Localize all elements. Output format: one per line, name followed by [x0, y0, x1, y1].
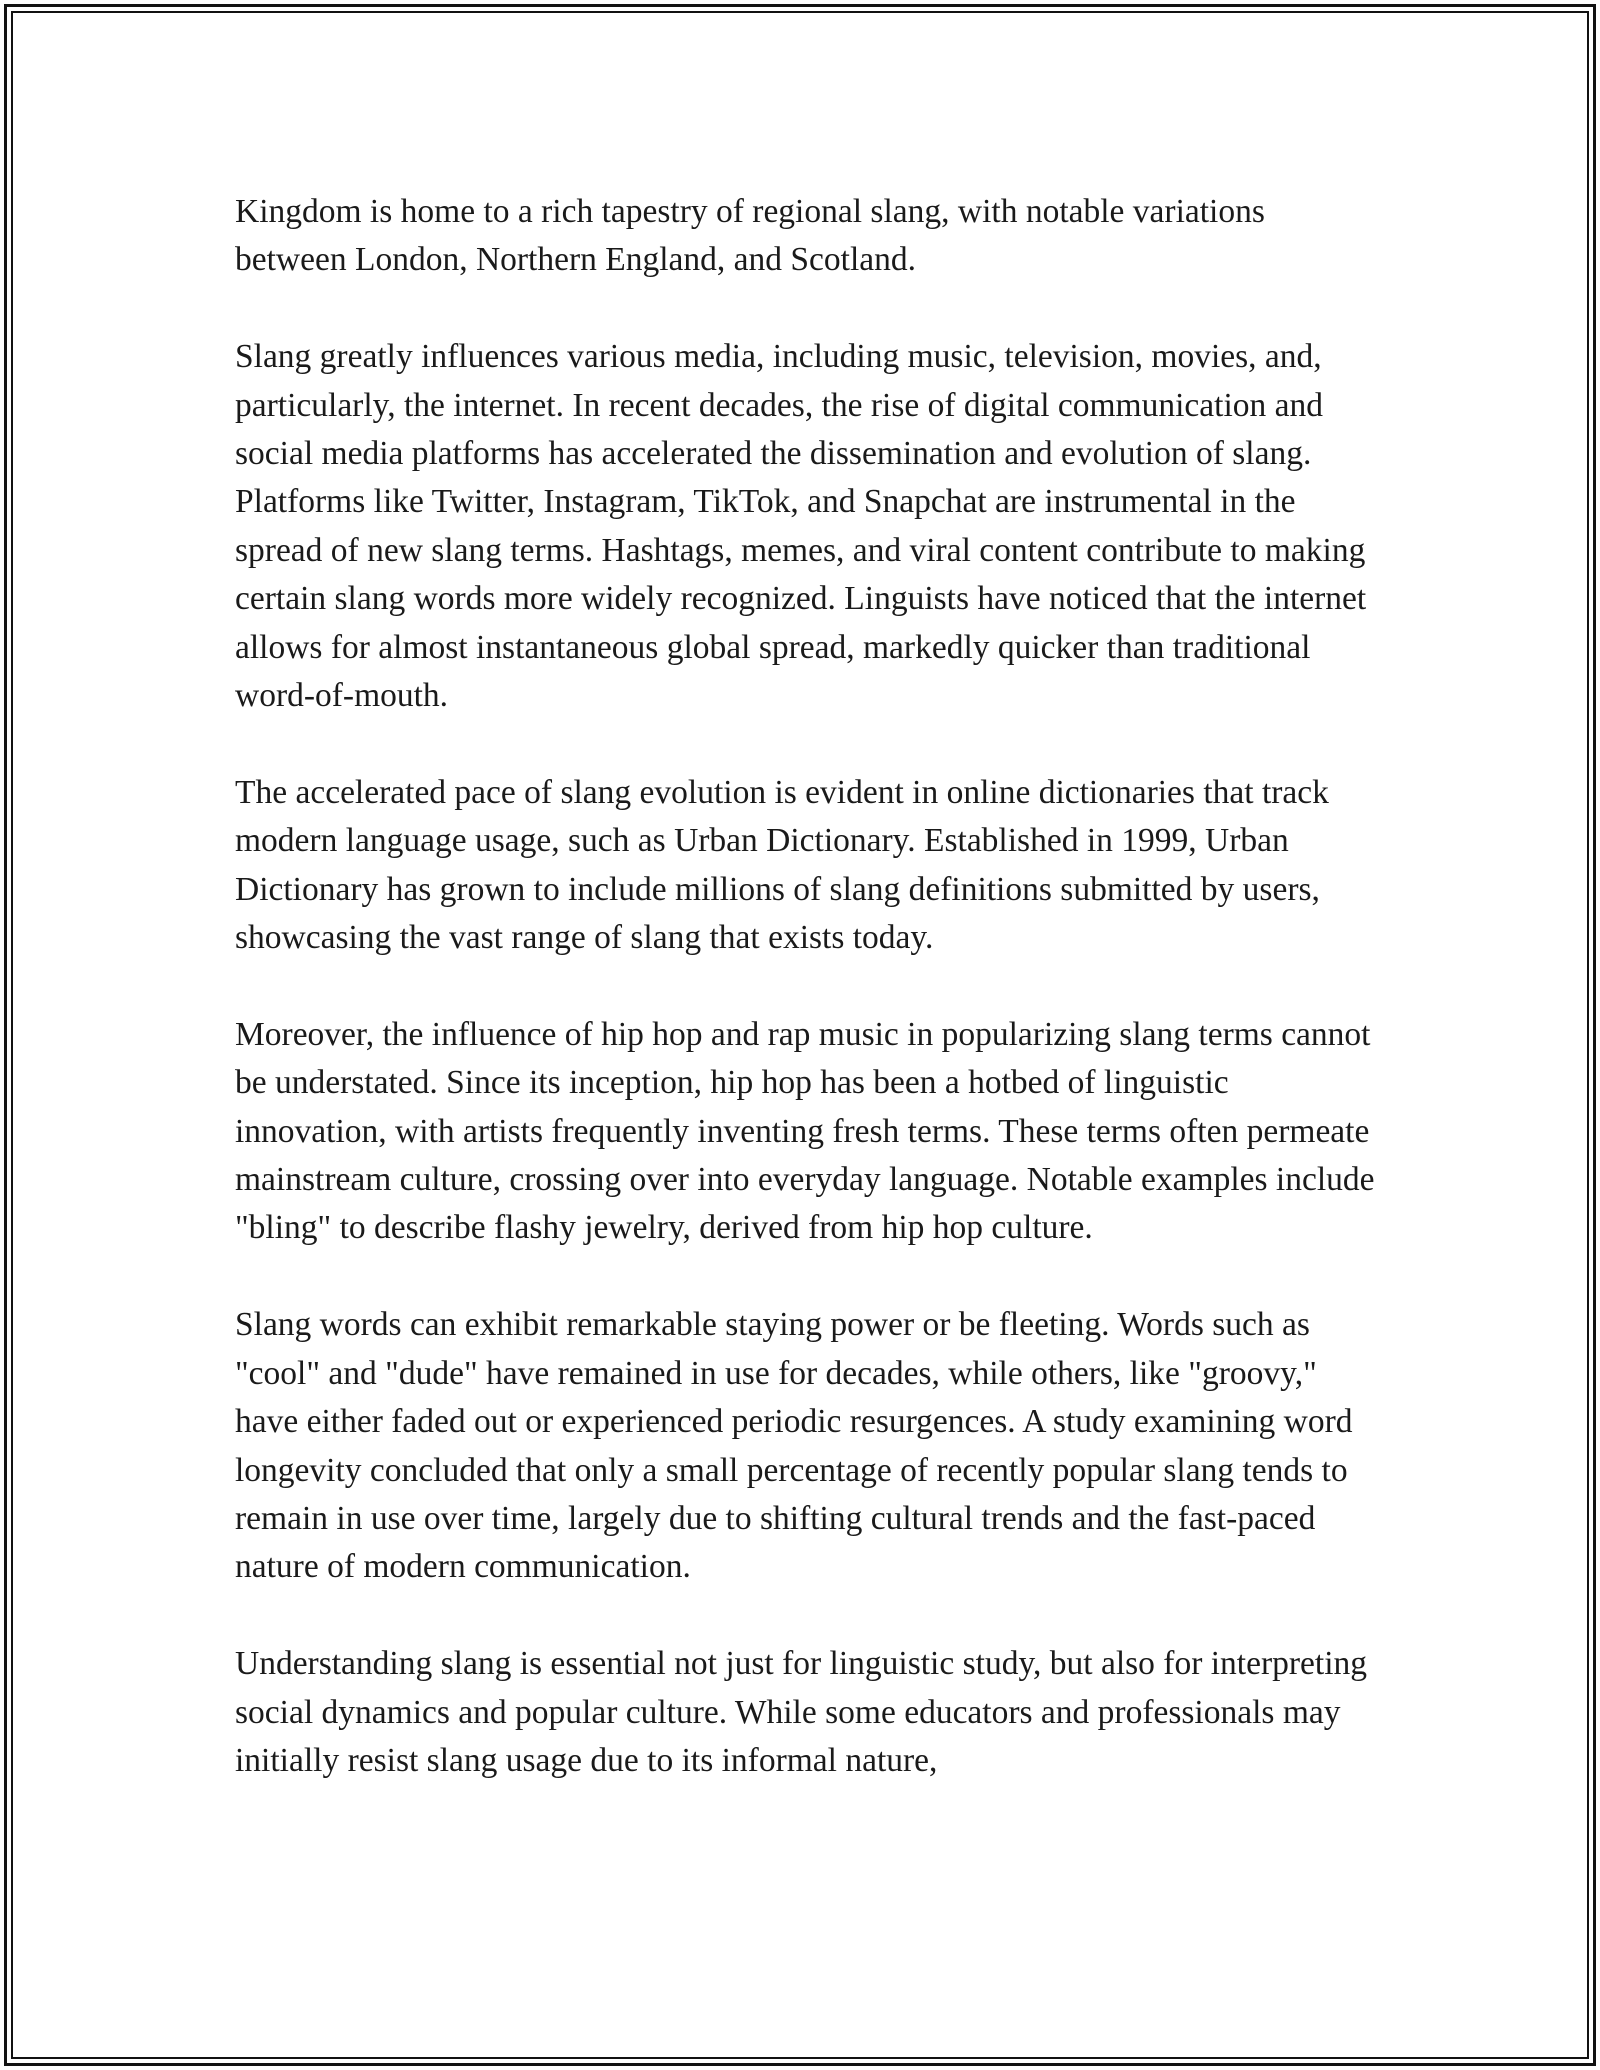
paragraph-staying-power: Slang words can exhibit remarkable staying power or be fleeting. Words such as "cool" and "dude" have remained in use for decades, while others, like "groovy," have either faded out or experienced periodic resurgences. A study examining word longevity concluded that only a small percentage of recently popular slang tends to remain in use over time, largely due to shifting cultural trends and the fast-paced nature of modern communication.	[235, 1306, 1353, 1586]
paragraph-online-dictionaries: The accelerated pace of slang evolution is evident in online dictionaries that track modern language usage, such as Urban Dictionary. Established in 1999, Urban Dictionary has grown to include millions of slang definitions submitted by users, showcasing the vast range of slang that exists today.	[235, 773, 1329, 957]
document-body	[235, 188, 1375, 1834]
paragraph-regional-slang: Kingdom is home to a rich tapestry of regional slang, with notable variations between London, Northern England, and Scotland.	[235, 193, 1265, 279]
paragraph-understanding-slang: Understanding slang is essential not just for linguistic study, but also for interpreting social dynamics and popular culture. While some educators and professionals may initially resist slang usage due to its informal nature,	[235, 1645, 1368, 1779]
paragraph-hip-hop: Moreover, the influence of hip hop and rap music in popularizing slang terms cannot be understated. Since its inception, hip hop has been a hotbed of linguistic innovation, with artists frequently inventing fresh terms. These terms often permeate mainstream culture, crossing over into everyday language. Notable examples include "bling" to describe flashy jewelry, derived from hip hop culture.	[235, 1015, 1375, 1247]
paragraph-media-influence: Slang greatly influences various media, including music, television, movies, and, particularly, the internet. In recent decades, the rise of digital communication and social media platforms has accelerated the dissemination and evolution of slang. Platforms like Twitter, Instagram, TikTok, and Snapchat are instrumental in the spread of new slang terms. Hashtags, memes, and viral content contribute to making certain slang words more widely recognized. Linguists have noticed that the internet allows for almost instantaneous global spread, markedly quicker than traditional word-of-mouth.	[235, 338, 1367, 715]
